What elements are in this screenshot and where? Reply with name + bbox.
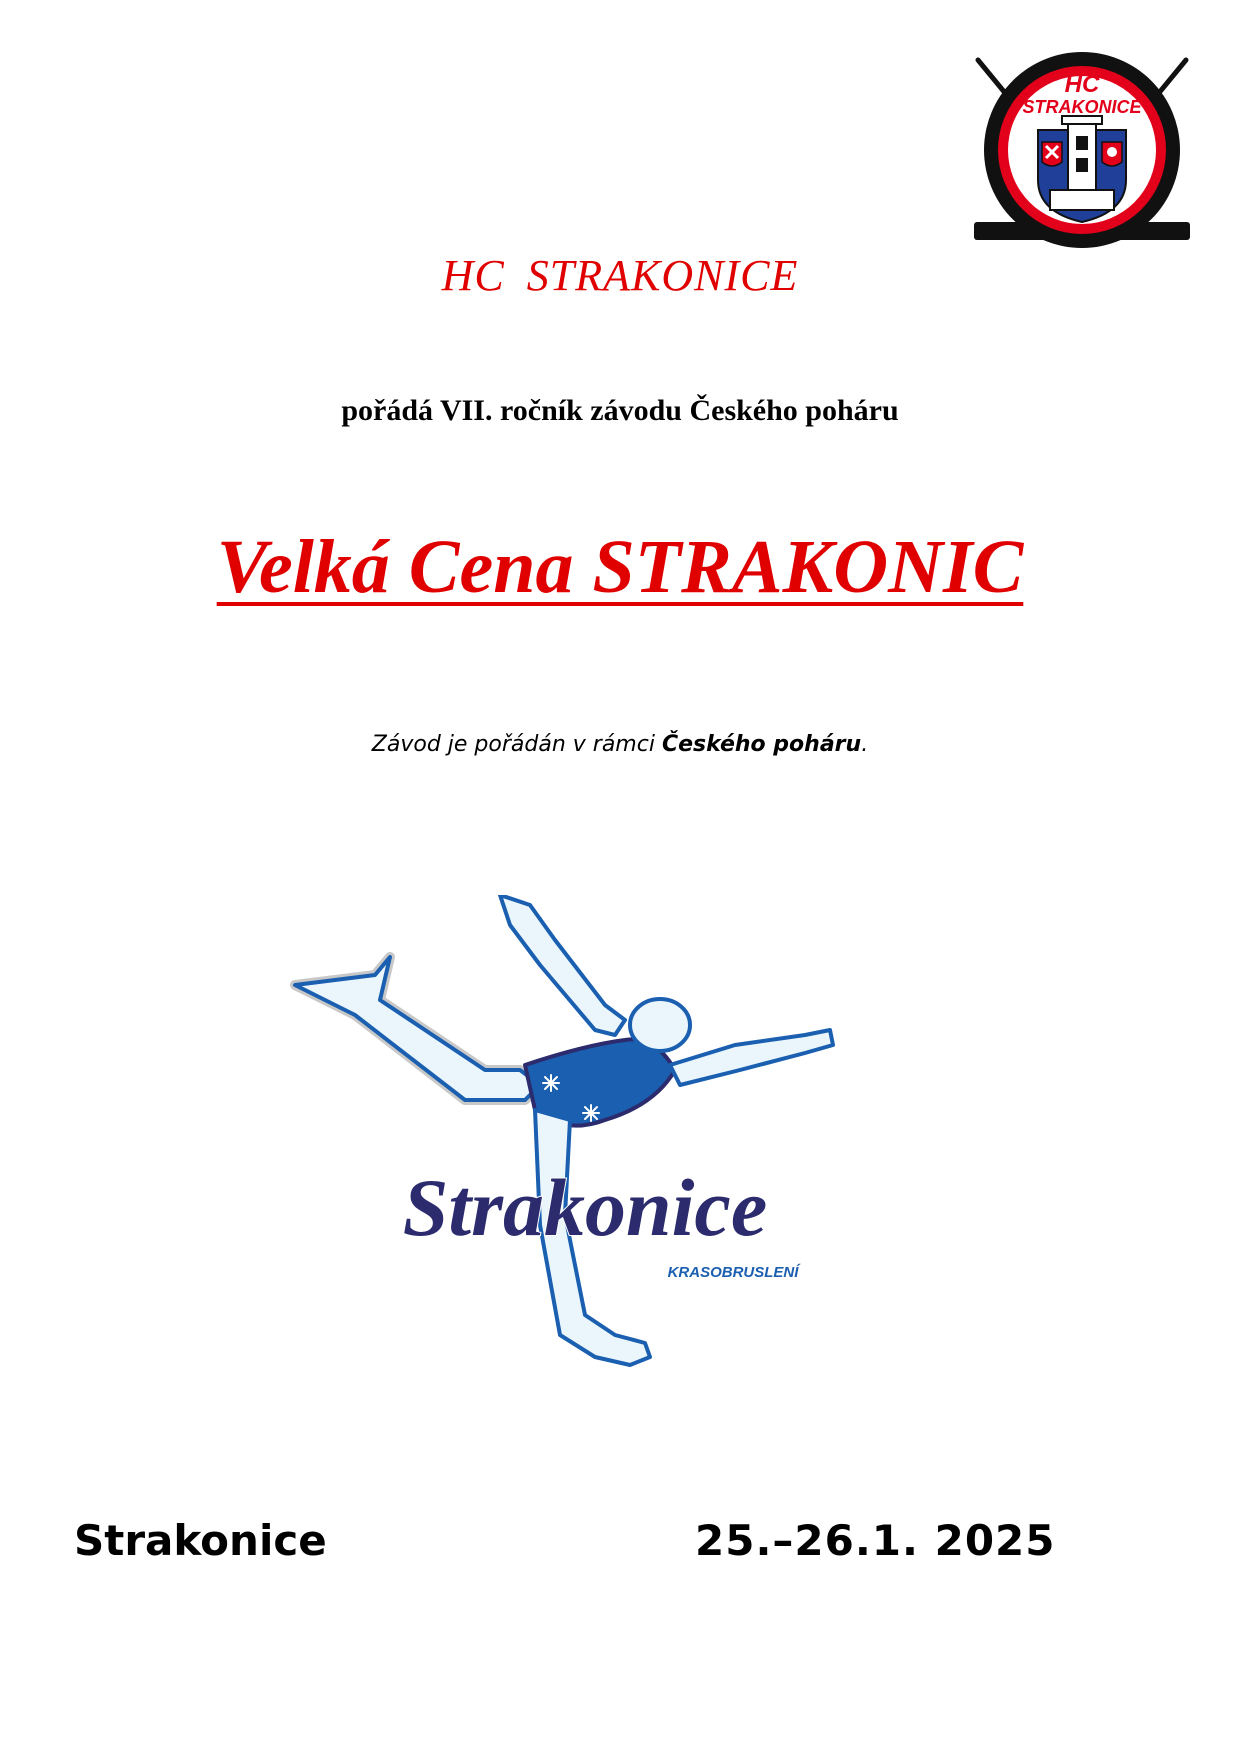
organizer-name: HC STRAKONICE <box>441 251 799 300</box>
krasobrusleni-strakonice-logo <box>285 895 945 1405</box>
club-logo-line2: STRAKONICE <box>1022 97 1142 117</box>
note-suffix: . <box>861 732 869 757</box>
crest-icon <box>1038 116 1126 222</box>
skater-logo-text: Strakonice <box>402 1162 768 1253</box>
club-logo-line1: HC <box>1064 71 1100 98</box>
skater-logo-subtext: KRASOBRUSLENÍ <box>667 1264 799 1281</box>
event-date: 25.–26.1. 2025 <box>695 1516 1056 1565</box>
event-title-text: Velká Cena STRAKONIC <box>216 525 1024 609</box>
figure-skater-icon <box>295 895 833 1365</box>
event-place: Strakonice <box>74 1516 327 1565</box>
event-title <box>0 522 1240 612</box>
event-subtitle: pořádá VII. ročník závodu Českého poháru <box>341 394 899 427</box>
hc-strakonice-logo <box>966 50 1198 258</box>
note-bold: Českého poháru <box>661 732 862 757</box>
event-note <box>0 732 1240 757</box>
note-prefix: Závod je pořádán v rámci <box>371 732 662 757</box>
